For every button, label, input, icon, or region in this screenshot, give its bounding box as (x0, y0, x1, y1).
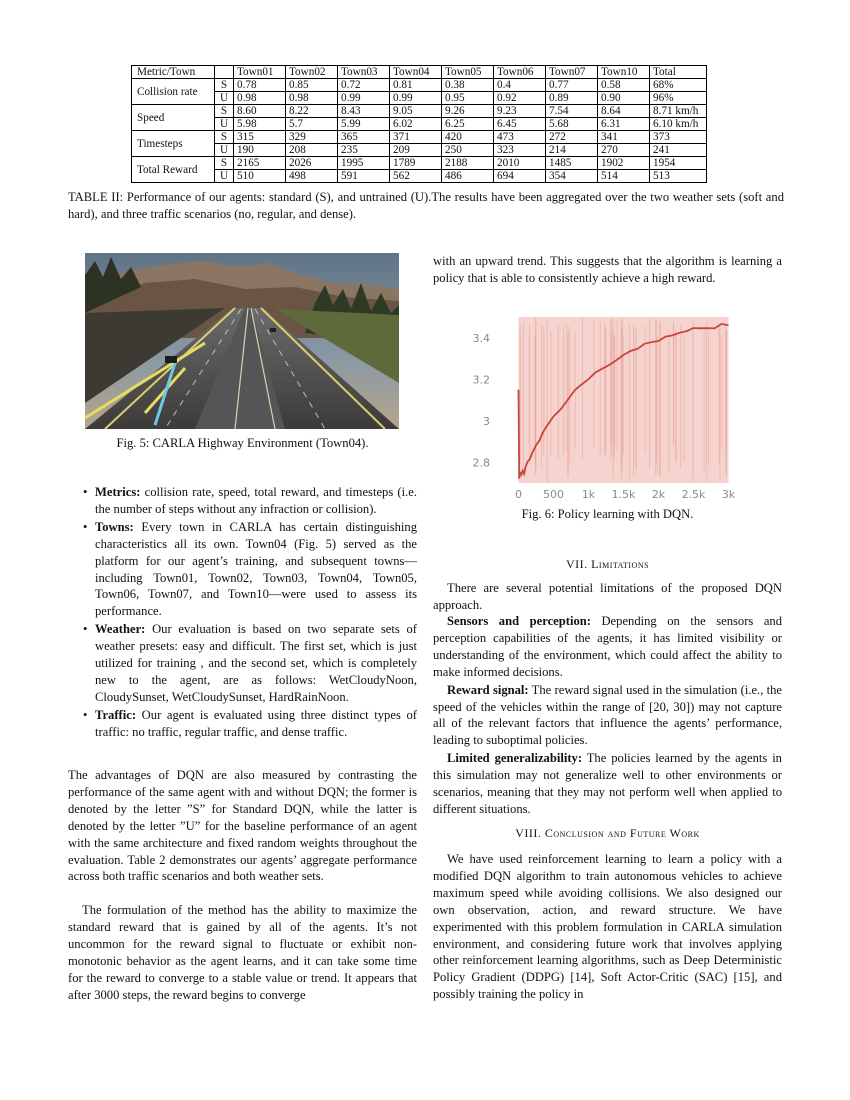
table-cell: 0.72 (338, 79, 390, 92)
table-cell: 5.7 (286, 118, 338, 131)
list-item (68, 621, 417, 706)
y-tick-label: 3.4 (472, 331, 490, 345)
y-tick-label: 3 (483, 414, 490, 428)
table-cell: 514 (598, 170, 650, 183)
table-cell: 6.10 km/h (650, 118, 707, 131)
y-tick-label: 2.8 (472, 456, 490, 470)
bullet-term: Towns: (95, 519, 134, 534)
carla-highway-image (85, 253, 399, 429)
y-tick-label: 3.2 (472, 373, 490, 387)
table-cell: 0.81 (390, 79, 442, 92)
table-cell: 354 (546, 170, 598, 183)
section-vii-title-text: VII. Limitations (565, 557, 650, 571)
chart-x-axis (515, 488, 736, 501)
table-row (132, 118, 707, 131)
table-header-row (132, 66, 707, 79)
table-cell: 6.25 (442, 118, 494, 131)
table-header-cell: Town10 (598, 66, 650, 79)
table-header-cell: Town05 (442, 66, 494, 79)
limitation-term: Reward signal: (447, 682, 529, 697)
table-cell: U (215, 92, 234, 105)
limitations-list (433, 613, 782, 818)
table-cell: 365 (338, 131, 390, 144)
table-cell: 2010 (494, 157, 546, 170)
limitation-term: Sensors and perception: (447, 614, 591, 628)
limitation-item (433, 613, 782, 681)
table-body (132, 79, 707, 183)
x-tick-label: 0 (515, 488, 522, 501)
table-cell: S (215, 79, 234, 92)
table-cell: 270 (598, 144, 650, 157)
bullet-icon: • (83, 622, 88, 637)
table-cell: 498 (286, 170, 338, 183)
table-cell: 0.99 (390, 92, 442, 105)
table-cell: 420 (442, 131, 494, 144)
policy-learning-chart (460, 315, 740, 505)
section-viii-title-text: VIII. Conclusion and Future Work (515, 826, 700, 840)
x-tick-label: 1k (581, 488, 596, 501)
table-metric-cell: Collision rate (132, 79, 215, 105)
table-cell: 0.90 (598, 92, 650, 105)
table-cell: 0.89 (546, 92, 598, 105)
table-cell: 0.98 (286, 92, 338, 105)
bullet-icon: • (83, 485, 88, 499)
table-cell: 7.54 (546, 105, 598, 118)
table-cell: 96% (650, 92, 707, 105)
table-cell: 9.26 (442, 105, 494, 118)
table-row (132, 105, 707, 118)
table-header-cell: Town04 (390, 66, 442, 79)
table-cell: 5.68 (546, 118, 598, 131)
upward-trend-paragraph: with an upward trend. This suggests that the algorithm is learning a policy that is able to consistently achieve a high reward. (433, 254, 782, 285)
table-cell: 6.45 (494, 118, 546, 131)
table-cell: 1954 (650, 157, 707, 170)
bullet-text: Our evaluation is based on two separate sets of weather presets: easy and difficult. The first set, which is just utilized for training , and the second set, which is completely new to the agent, are as follows: WetCloudyNoon, CloudySunset, WetCloudySunset, HardRainNoon. (95, 622, 417, 704)
table-metric-cell: Speed (132, 105, 215, 131)
bullet-icon: • (83, 519, 88, 534)
x-tick-label: 2k (651, 488, 666, 501)
reward-formulation-paragraph: The formulation of the method has the ability to maximize the standard reward that is gained by all of the agents. It’s not uncommon for the reward signal to fluctuate or exhibit non-monotonic behavior as the agent learns, and it can take some time for the reward to converge to a stable value or trend. It appears that after 3000 steps, the reward begins to converge (68, 903, 417, 1002)
limitation-text: Depending on the sensors and perception capabilities of the agents, it has limited visibility or understanding of the environment, which could affect the ability to make informed decisions. (433, 614, 783, 679)
table-cell: 209 (390, 144, 442, 157)
table-header-cell: Town02 (286, 66, 338, 79)
table-cell: 1995 (338, 157, 390, 170)
table-cell: 0.98 (234, 92, 286, 105)
limitations-intro: There are several potential limitations of the proposed DQN approach. (433, 581, 782, 612)
table-cell: 2026 (286, 157, 338, 170)
limitation-item (433, 750, 782, 818)
table-cell: 8.43 (338, 105, 390, 118)
table-row (132, 144, 707, 157)
table-cell: 8.64 (598, 105, 650, 118)
table-header-cell: Town03 (338, 66, 390, 79)
table-cell: 208 (286, 144, 338, 157)
bullet-text: collision rate, speed, total reward, and timesteps (i.e. the number of steps without any infraction or collision). (95, 485, 417, 516)
table-cell: 0.85 (286, 79, 338, 92)
table-cell: 0.95 (442, 92, 494, 105)
table-cell: 272 (546, 131, 598, 144)
table-cell: 486 (442, 170, 494, 183)
table-cell: 0.38 (442, 79, 494, 92)
list-item (68, 519, 417, 620)
table-header-cell (215, 66, 234, 79)
table-cell: 513 (650, 170, 707, 183)
evaluation-bullet-list (68, 484, 417, 742)
table-cell: 510 (234, 170, 286, 183)
conclusion-paragraph: We have used reinforcement learning to learn a policy with a modified DQN algorithm to train autonomous vehicles to achieve maximum speed while avoiding collisions. We also designed our own observation, action, and reward structure. We have experimented with this problem formulation in CARLA simulation environment, and considering future work that involves applying other reinforcement learning algorithms, such as Deep Deterministic Policy Gradient (DDPG) [14], Soft Actor-Critic (SAC) [15], and possibly training the policy in (433, 852, 782, 1002)
chart-y-axis (473, 332, 491, 470)
table-cell: 6.02 (390, 118, 442, 131)
table-header-cell: Town07 (546, 66, 598, 79)
table-metric-cell: Total Reward (132, 157, 215, 183)
table-cell: U (215, 118, 234, 131)
table-cell: U (215, 170, 234, 183)
table-header-cell: Town06 (494, 66, 546, 79)
table-cell: 0.4 (494, 79, 546, 92)
table-cell: 2188 (442, 157, 494, 170)
table-cell: 5.98 (234, 118, 286, 131)
list-item (68, 707, 417, 741)
table-row (132, 92, 707, 105)
table-cell: 250 (442, 144, 494, 157)
table-cell: U (215, 144, 234, 157)
table-cell: S (215, 131, 234, 144)
table-cell: 0.78 (234, 79, 286, 92)
table-header-cell: Total (650, 66, 707, 79)
performance-table (131, 65, 707, 183)
bullet-text: Our agent is evaluated using three distinct types of traffic: no traffic, regular traffic, and dense traffic. (95, 707, 417, 739)
table-caption: TABLE II: Performance of our agents: standard (S), and untrained (U).The results have been aggregated over the two weather sets (soft and hard), and three traffic scenarios (no, regular, and dense). (68, 190, 784, 221)
table-row (132, 170, 707, 183)
x-tick-label: 500 (543, 488, 564, 501)
table-cell: 190 (234, 144, 286, 157)
table-cell: 6.31 (598, 118, 650, 131)
table-cell: 315 (234, 131, 286, 144)
table-cell: 591 (338, 170, 390, 183)
table-cell: 8.71 km/h (650, 105, 707, 118)
table-row (132, 131, 707, 144)
table-header-cell: Town01 (234, 66, 286, 79)
table-cell: 473 (494, 131, 546, 144)
table-cell: 214 (546, 144, 598, 157)
fig5-caption: Fig. 5: CARLA Highway Environment (Town04). (116, 436, 369, 450)
section-viii-title (433, 826, 782, 841)
table-cell: 8.60 (234, 105, 286, 118)
table-cell: 68% (650, 79, 707, 92)
table-header-cell: Metric/Town (132, 66, 215, 79)
x-tick-label: 3k (721, 488, 736, 501)
list-item (68, 484, 417, 518)
fig6-caption: Fig. 6: Policy learning with DQN. (521, 507, 694, 521)
table-cell: 341 (598, 131, 650, 144)
limitation-text: The reward signal used in the simulation (i.e., the speed of the vehicles within the range of [20, 30]) may not capture all of the relevant factors that influence the agents’ performance, leading to suboptimal policies. (433, 682, 783, 748)
limitation-text: The policies learned by the agents in this simulation may not generalize well to other environments or scenarios, meaning that they may not perform well when applied to different situations. (433, 751, 782, 816)
table-cell: 0.58 (598, 79, 650, 92)
table-cell: 8.22 (286, 105, 338, 118)
table-cell: 9.05 (390, 105, 442, 118)
bullet-term: Metrics: (95, 485, 141, 499)
x-tick-label: 2.5k (681, 488, 706, 501)
bullet-term: Traffic: (95, 707, 137, 722)
table-cell: 0.92 (494, 92, 546, 105)
section-vii-title (433, 557, 782, 572)
table-cell: 5.99 (338, 118, 390, 131)
table-cell: 1902 (598, 157, 650, 170)
table-cell: 694 (494, 170, 546, 183)
table-cell: S (215, 157, 234, 170)
table-cell: 562 (390, 170, 442, 183)
x-tick-label: 1.5k (611, 488, 636, 501)
table-cell: 2165 (234, 157, 286, 170)
bullet-term: Weather: (95, 622, 146, 637)
table-cell: 0.77 (546, 79, 598, 92)
table-cell: 1485 (546, 157, 598, 170)
bullet-text: Every town in CARLA has certain distinguishing characteristics all its own. Town04 (Fig. 5) served as the platform for our agent’s training, and subsequent towns—including Town01, Town02, Town03, Town04, Town05, Town06, Town07, and Town10—were used to assess its performance. (95, 519, 417, 619)
table-cell: 241 (650, 144, 707, 157)
table-cell: 323 (494, 144, 546, 157)
highway-scene (85, 253, 399, 429)
table-cell: 0.99 (338, 92, 390, 105)
table-cell: 1789 (390, 157, 442, 170)
table-cell: S (215, 105, 234, 118)
limitation-item (433, 682, 782, 750)
limitation-term: Limited generalizability: (447, 751, 583, 766)
table-cell: 235 (338, 144, 390, 157)
table-cell: 329 (286, 131, 338, 144)
table-row (132, 157, 707, 170)
table-cell: 371 (390, 131, 442, 144)
table-cell: 9.23 (494, 105, 546, 118)
bullet-icon: • (83, 707, 88, 722)
table-row (132, 79, 707, 92)
table-metric-cell: Timesteps (132, 131, 215, 157)
dqn-comparison-paragraph: The advantages of DQN are also measured by contrasting the performance of the same agent with and without DQN; the former is denoted by the letter ”S” for Standard DQN, while the latter is denoted by the letter ”U” for the baseline performance of an agent with the same architecture and fixed random weights throughout the evaluation. Table 2 demonstrates our agents’ aggregate performance across both traffic scenarios and both weather sets. (68, 768, 417, 884)
chart-variance-band (519, 317, 729, 483)
table-cell: 373 (650, 131, 707, 144)
